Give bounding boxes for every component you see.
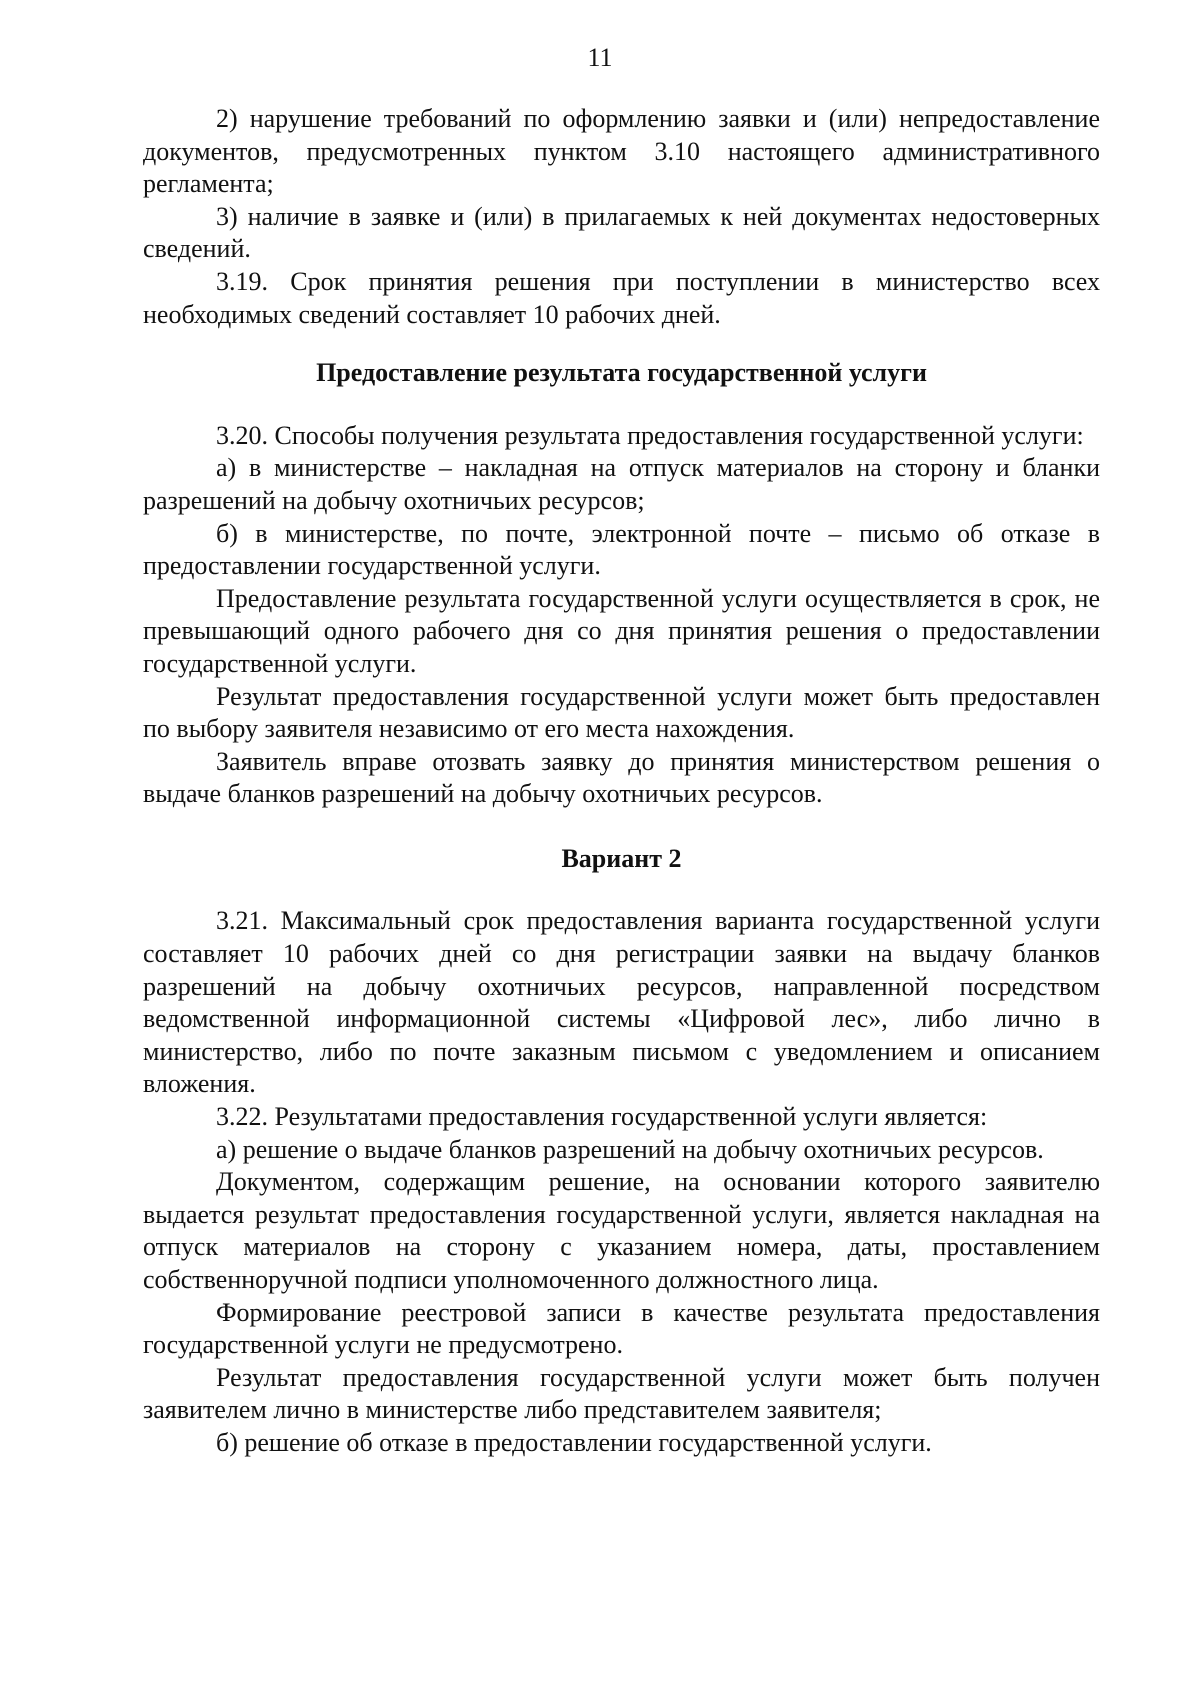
paragraph: Формирование реестровой записи в качестве результата предоставления государственной услуги не предусмотрено. xyxy=(143,1297,1100,1360)
paragraph: а) решение о выдаче бланков разрешений на добычу охотничьих ресурсов. xyxy=(216,1134,1044,1164)
paragraph: б) в министерстве, по почте, электронной почте – письмо об отказе в предоставлении государственной услуги. xyxy=(143,518,1100,581)
page-number: 11 xyxy=(587,43,613,72)
section-heading-variant-2: Вариант 2 xyxy=(561,843,682,873)
paragraph: Предоставление результата государственной услуги осуществляется в срок, не превышающий одного рабочего дня со дня принятия решения о предоставлении государственной услуги. xyxy=(143,583,1100,678)
paragraph: 3.19. Срок принятия решения при поступлении в министерство всех необходимых сведений составляет 10 рабочих дней. xyxy=(143,266,1100,329)
paragraph: 3) наличие в заявке и (или) в прилагаемых к ней документах недостоверных сведений. xyxy=(143,201,1100,264)
paragraph: 3.21. Максимальный срок предоставления варианта государственной услуги составляет 10 рабочих дней со дня регистрации заявки на выдачу бланков разрешений на добычу охотничьих ресурсов, направленной посредством ведомственной информационной системы «Цифровой лес», либо лично в министерство, либо по почте заказным письмом с уведомлением и описанием вложения. xyxy=(143,906,1100,1099)
document-body xyxy=(143,103,1100,1460)
paragraph: а) в министерстве – накладная на отпуск материалов на сторону и бланки разрешений на добычу охотничьих ресурсов; xyxy=(143,453,1100,515)
paragraph: Заявитель вправе отозвать заявку до принятия министерством решения о выдаче бланков разрешений на добычу охотничьих ресурсов. xyxy=(143,746,1100,809)
section-heading-result: Предоставление результата государственной услуги xyxy=(316,358,927,388)
paragraph: Результат предоставления государственной услуги может быть получен заявителем лично в министерстве либо представителем заявителя; xyxy=(143,1362,1100,1425)
paragraph: 3.22. Результатами предоставления государственной услуги является: xyxy=(216,1102,988,1132)
paragraph: Документом, содержащим решение, на основании которого заявителю выдается результат предоставления государственной услуги, является накладная на отпуск материалов на сторону с указанием номера, даты, проставлением собственноручной подписи уполномоченного должностного лица. xyxy=(143,1167,1100,1294)
paragraph: Результат предоставления государственной услуги может быть предоставлен по выбору заявителя независимо от его места нахождения. xyxy=(143,681,1100,744)
paragraph: 3.20. Способы получения результата предоставления государственной услуги: xyxy=(216,420,1084,450)
paragraph: б) решение об отказе в предоставлении государственной услуги. xyxy=(216,1427,932,1457)
paragraph: 2) нарушение требований по оформлению заявки и (или) непредоставление документов, предусмотренных пунктом 3.10 настоящего административного регламента; xyxy=(143,104,1100,199)
